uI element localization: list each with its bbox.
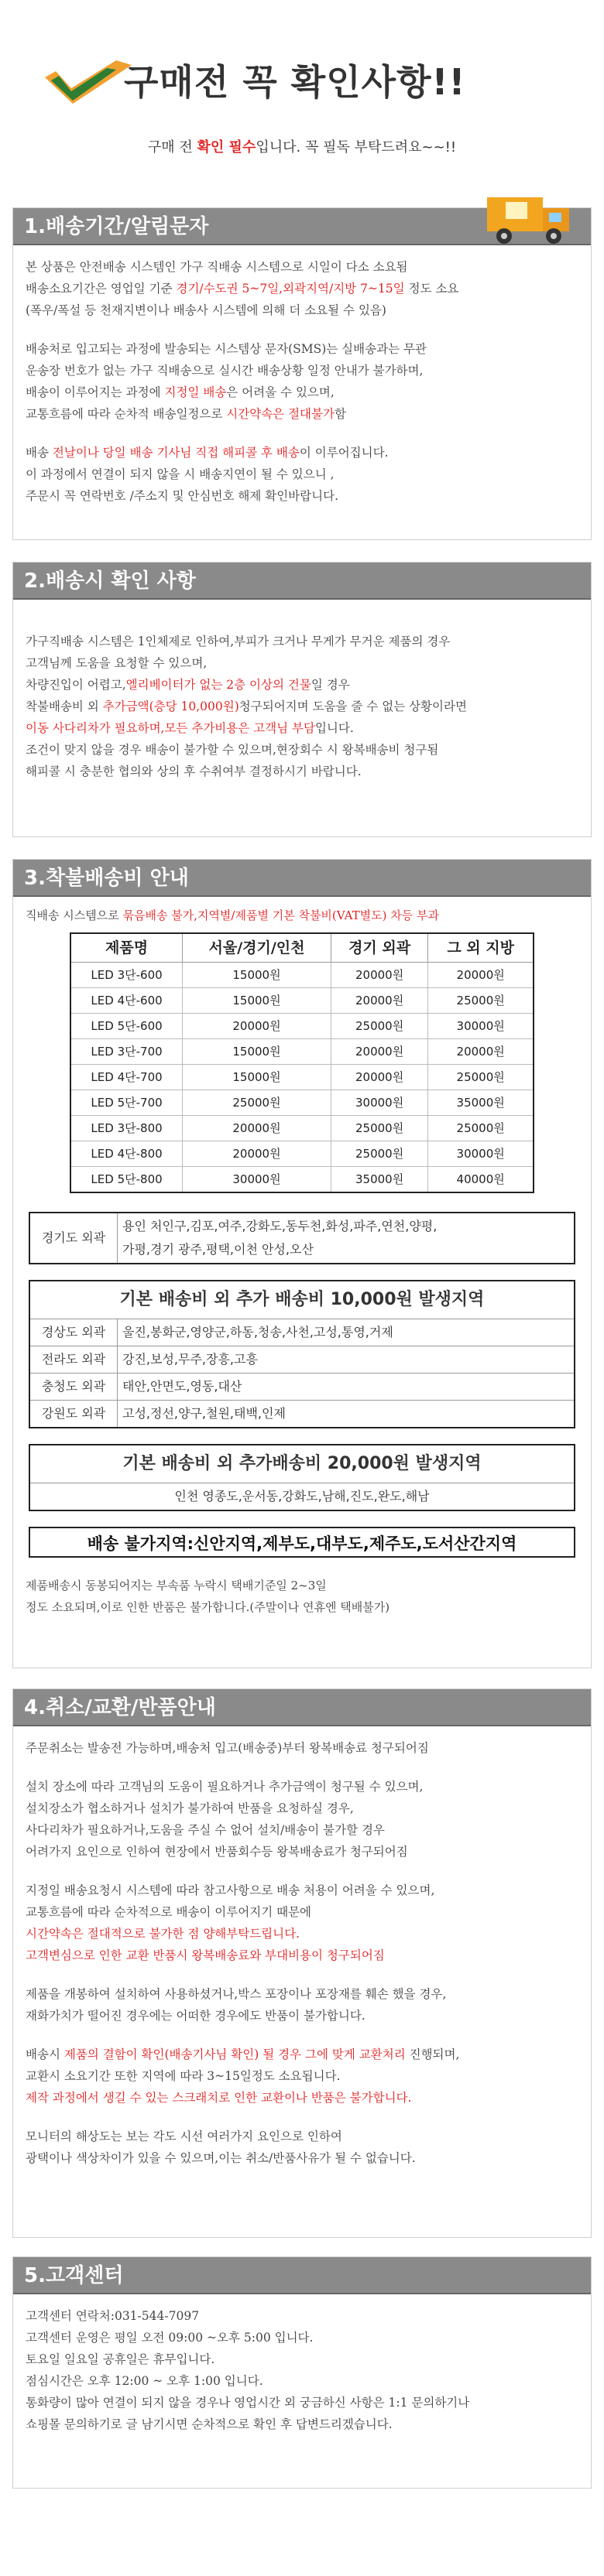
table-row bbox=[70, 1014, 534, 1039]
section-customer-center bbox=[12, 2256, 592, 2489]
shipping-intro: 직배송 시스템으로 묶음배송 불가,지역별/제품별 기본 착불비(VAT별도) 차등 부과 bbox=[26, 908, 439, 922]
table-cell: 25000원 bbox=[331, 1141, 427, 1167]
table-cell: LED 3단-700 bbox=[70, 1039, 183, 1065]
region-label: 충청도 외곽 bbox=[29, 1374, 118, 1401]
table-cell: LED 5단-800 bbox=[70, 1167, 183, 1193]
table-cell: 20000원 bbox=[183, 1014, 331, 1039]
table-row bbox=[70, 1116, 534, 1141]
page-subtitle: 구매 전 확인 필수입니다. 꼭 필독 부탁드려요~~!! bbox=[147, 139, 457, 156]
section-body bbox=[13, 897, 591, 1626]
table-header-row bbox=[70, 933, 534, 963]
section-body: 주문취소는 발송전 가능하며,배송처 입고(배송중)부터 왕복배송료 청구되어짐 설치 장소에 따라 고객님의 도움이 필요하거나 추가금액이 청구될 수 있으며, 설치장소가 협소하거나 설치가 불가하여 반품을 요청하실 경우, 사다리차가 필요하거나,도움을 주실 수 없어 설치/배송이 불가할 경우 어려가지 요인으로 인하여 현장에서 반품회수등 왕복배송료가 청구되어짐 지정일 배송요청시 시스템에 따라 참고사항으로 배송 처용이 어려울 수 있으며, 교통흐름에 따라 순차적으로 배송이 이루어지기 때문에 시간약속은 절대적으로 불가한 점 양해부탁드립니다. 고객변심으로 인한 교환 반품시 왕복배송료와 부대비용이 청구되어짐 제품을 개봉하여 설치하여 사용하셨거나,박스 포장이나 포장재를 훼손 했을 경우, 재화가치가 떨어진 경우에는 어떠한 경우에도 반품이 불가합니다. 배송시 제품의 결함이 확인(배송기사님 확인) 될 경우 그에 맞게 교환처리 진행되며, 교환시 소요기간 또한 지역에 따라 3~15일정도 소요됩니다. 제작 과정에서 생길 수 있는 스크래치로 인한 교환이나 반품은 불가합니다. 모니터의 해상도는 보는 각도 시선 여러가지 요인으로 인하여 광택이나 색상차이가 있을 수 있으며,이는 취소/반품사유가 될 수 없습니다. bbox=[26, 1741, 460, 2165]
table-row bbox=[29, 1213, 575, 1264]
table-cell: 30000원 bbox=[183, 1167, 331, 1193]
price-table bbox=[70, 932, 534, 1193]
section-body bbox=[13, 2294, 591, 2443]
gyeonggi-outskirts-box bbox=[29, 1212, 575, 1264]
section-delivery-check bbox=[12, 562, 592, 837]
table-cell: LED 5단-600 bbox=[70, 1014, 183, 1039]
table-cell: 25000원 bbox=[331, 1014, 427, 1039]
section-title: 4.취소/교환/반품안내 bbox=[13, 1689, 591, 1726]
table-cell: 25000원 bbox=[428, 1116, 534, 1141]
inquiry-line: 통화량이 많아 연결이 되지 않을 경우나 영업시간 외 궁금하신 사항은 1:1 문의하기나 bbox=[26, 2396, 470, 2410]
lunch-line: 점심시간은 오후 12:00 ~ 오후 1:00 입니다. bbox=[26, 2374, 263, 2388]
hero-banner bbox=[0, 0, 604, 193]
hours-line: 고객센터 운영은 평일 오전 09:00 ~오후 5:00 입니다. bbox=[26, 2331, 314, 2345]
region-label: 전라도 외곽 bbox=[29, 1346, 118, 1374]
table-cell: 30000원 bbox=[331, 1090, 427, 1116]
region-list: 인천 영종도,운서동,강화도,남해,진도,완도,해남 bbox=[29, 1483, 575, 1511]
extra-10000-box bbox=[29, 1280, 575, 1428]
shipping-footnote: 제품배송시 동봉되어지는 부속품 누락시 택배기준일 2~3일 정도 소요되며,이로 인한 반품은 불가합니다.(주말이나 연휴엔 택배불가) bbox=[26, 1579, 390, 1614]
section-delivery-period bbox=[12, 207, 592, 540]
table-cell: LED 4단-800 bbox=[70, 1141, 183, 1167]
region-list: 고성,정선,양구,철원,태백,인제 bbox=[118, 1401, 575, 1428]
table-cell: LED 5단-700 bbox=[70, 1090, 183, 1116]
table-cell: 20000원 bbox=[331, 988, 427, 1014]
region-list: 강진,보성,무주,장흥,고흥 bbox=[118, 1346, 575, 1374]
table-cell: 20000원 bbox=[183, 1141, 331, 1167]
table-cell: 25000원 bbox=[428, 1065, 534, 1090]
no-delivery-areas: 배송 불가지역:신안지역,제부도,대부도,제주도,도서산간지역 bbox=[29, 1527, 575, 1558]
table-row bbox=[70, 1167, 534, 1193]
section-body: 본 상품은 안전배송 시스템인 가구 직배송 시스템으로 시일이 다소 소요됨 배송소요기간은 영업일 기준 경기/수도권 5~7일,외곽지역/지방 7~15일 정도 소요 (폭우/폭설 등 천재지변이나 배송사 시스템에 의해 더 소요될 수 있음) 배송처로 입고되는 과정에 발송되는 시스템상 문자(SMS)는 실배송과는 무관 운송장 번호가 없는 가구 직배송으로 실시간 배송상황 일정 안내가 불가하며, 배송이 이루어지는 과정에 지정일 배송은 어려울 수 있으며, 교통흐름에 따라 순차적 배송일정으로 시간약속은 절대불가함 배송 전날이나 당일 배송 기사님 직접 해피콜 후 배송이 이루어집니다. 이 과정에서 연결이 되지 않을 시 배송지연이 될 수 있으니 , 주문시 꼭 연락번호 /주소지 및 안심번호 해제 확인바랍니다. bbox=[26, 260, 459, 503]
section-title: 5.고객센터 bbox=[13, 2257, 591, 2294]
holiday-line: 토요일 일요일 공휴일은 휴무입니다. bbox=[26, 2352, 215, 2366]
region-list: 울진,봉화군,영양군,하동,청송,사천,고성,통영,거제 bbox=[118, 1319, 575, 1346]
section-title: 3.착불배송비 안내 bbox=[13, 860, 591, 897]
table-cell: 25000원 bbox=[331, 1116, 427, 1141]
table-row bbox=[29, 1401, 575, 1428]
table-cell: 20000원 bbox=[331, 1065, 427, 1090]
table-row bbox=[70, 1141, 534, 1167]
region-label: 경상도 외곽 bbox=[29, 1319, 118, 1346]
table-header-cell: 그 외 지방 bbox=[428, 933, 534, 963]
section-body: 가구직배송 시스템은 1인체제로 인하여,부피가 크거나 무게가 무거운 제품의 경우 고객님께 도움을 요청할 수 있으며, 차량진입이 어렵고,엘리베이터가 없는 2층 이상의 건물일 경우 착불배송비 외 추가금액(층당 10,000원)청구되어지며 도움을 줄 수 없는 상황이라면 이동 사다리차가 필요하며,모든 추가비용은 고객님 부담입니다. 조건이 맞지 않을 경우 배송이 불가할 수 있으며,현장회수 시 왕복배송비 청구됨 해피콜 시 충분한 협의와 상의 후 수취여부 결정하시기 바랍니다. bbox=[26, 635, 467, 778]
table-cell: 15000원 bbox=[183, 988, 331, 1014]
table-cell: 20000원 bbox=[331, 963, 427, 988]
table-header-cell: 경기 외곽 bbox=[331, 933, 427, 963]
table-cell: LED 4단-700 bbox=[70, 1065, 183, 1090]
table-row bbox=[70, 988, 534, 1014]
table-row bbox=[29, 1319, 575, 1346]
extra-20000-box bbox=[29, 1444, 575, 1511]
table-header-cell: 서울/경기/인천 bbox=[183, 933, 331, 963]
inquiry-line: 쇼핑몰 문의하기로 글 남기시면 순차적으로 확인 후 답변드리겠습니다. bbox=[26, 2417, 393, 2431]
table-cell: 30000원 bbox=[428, 1014, 534, 1039]
region-label: 경기도 외곽 bbox=[29, 1213, 118, 1264]
table-header-cell: 제품명 bbox=[70, 933, 183, 963]
table-cell: 35000원 bbox=[331, 1167, 427, 1193]
table-row bbox=[29, 1374, 575, 1401]
delivery-truck-icon bbox=[484, 190, 577, 250]
table-cell: 20000원 bbox=[428, 963, 534, 988]
region-list: 태안,안면도,영동,대산 bbox=[118, 1374, 575, 1401]
region-label: 강원도 외곽 bbox=[29, 1401, 118, 1428]
section-title: 1.배송기간/알림문자 bbox=[13, 208, 591, 245]
table-cell: 15000원 bbox=[183, 963, 331, 988]
table-row bbox=[70, 1090, 534, 1116]
check-mark-icon bbox=[45, 60, 132, 104]
table-cell: LED 3단-600 bbox=[70, 963, 183, 988]
table-row bbox=[29, 1346, 575, 1374]
table-cell: 15000원 bbox=[183, 1065, 331, 1090]
table-row bbox=[29, 1445, 575, 1483]
table-row bbox=[70, 1065, 534, 1090]
extra-20000-title: 기본 배송비 외 추가배송비 20,000원 발생지역 bbox=[29, 1445, 575, 1483]
section-shipping-fee bbox=[12, 859, 592, 1668]
table-cell: 35000원 bbox=[428, 1090, 534, 1116]
section-cancel-exchange-return bbox=[12, 1688, 592, 2238]
table-cell: LED 4단-600 bbox=[70, 988, 183, 1014]
section-title: 2.배송시 확인 사항 bbox=[13, 563, 591, 600]
table-row bbox=[70, 1039, 534, 1065]
table-cell: 40000원 bbox=[428, 1167, 534, 1193]
table-row bbox=[70, 963, 534, 988]
table-cell: 25000원 bbox=[428, 988, 534, 1014]
table-cell: LED 3단-800 bbox=[70, 1116, 183, 1141]
page-title: 구매전 꼭 확인사항!! bbox=[124, 61, 466, 103]
contact-line: 고객센터 연락처:031-544-7097 bbox=[26, 2309, 200, 2323]
region-list: 용인 처인구,김포,여주,강화도,동두천,화성,파주,연천,양평, 가평,경기 광주,평택,이천 안성,오산 bbox=[118, 1213, 575, 1264]
extra-10000-title: 기본 배송비 외 추가 배송비 10,000원 발생지역 bbox=[29, 1281, 575, 1319]
table-cell: 25000원 bbox=[183, 1090, 331, 1116]
table-row bbox=[29, 1483, 575, 1511]
table-cell: 20000원 bbox=[331, 1039, 427, 1065]
table-cell: 20000원 bbox=[428, 1039, 534, 1065]
table-cell: 20000원 bbox=[183, 1116, 331, 1141]
table-row bbox=[29, 1281, 575, 1319]
table-cell: 15000원 bbox=[183, 1039, 331, 1065]
table-cell: 30000원 bbox=[428, 1141, 534, 1167]
